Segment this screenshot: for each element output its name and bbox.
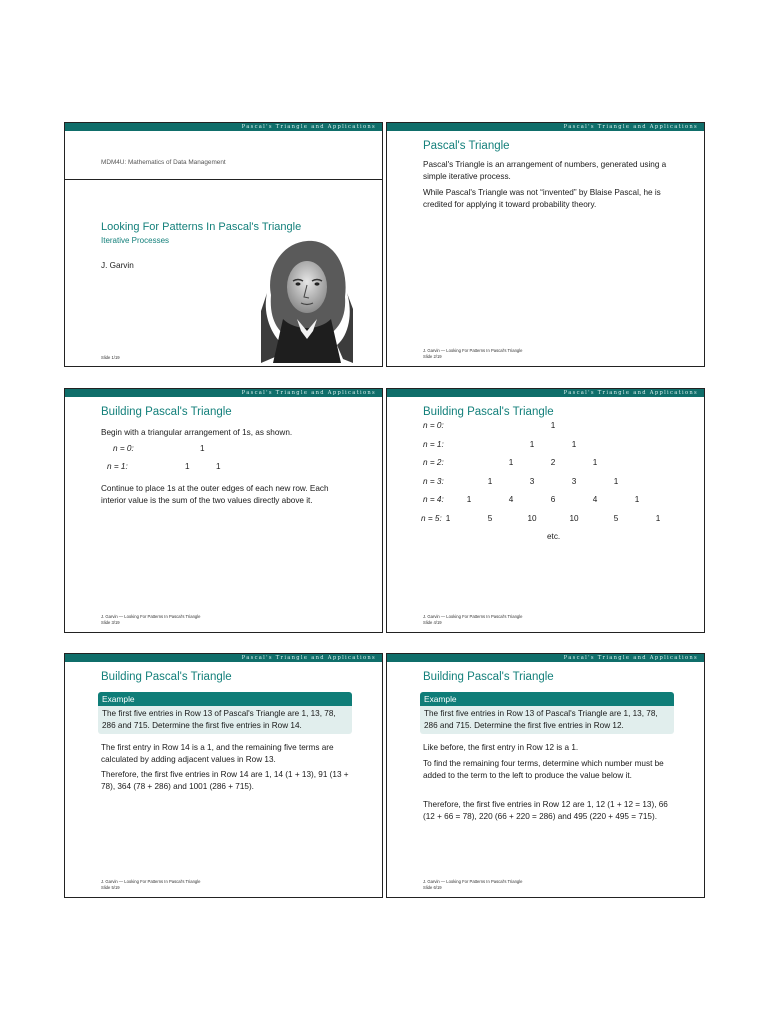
row-label: n = 2: [423,458,444,467]
triangle-value: 1 [550,421,556,430]
triangle-value: 1 [466,495,472,504]
slide-number: Slide 5/19 [101,885,120,890]
divider [65,179,382,180]
triangle-value: 1 [200,444,205,453]
slide-header-bar [387,654,704,662]
triangle-value: 3 [529,476,535,486]
triangle-value: 2 [550,458,556,467]
example-body: The first five entries in Row 13 of Pascal's Triangle are 1, 13, 78, 286 and 715. Determine the first five entries in Row 14. [98,706,352,734]
slide-title: Building Pascal's Triangle [101,406,232,418]
slide-2 [386,122,705,367]
triangle-value: 1 [613,476,619,486]
slide-4 [386,388,705,633]
row-label: n = 1: [423,439,444,449]
row-label: n = 3: [423,476,444,486]
triangle-value: 4 [592,495,598,504]
triangle-value: 1 [216,462,221,471]
triangle-value: 6 [550,495,556,504]
handout-sheet [64,122,706,904]
slide-header-bar [65,654,382,662]
author: J. Garvin [101,261,134,270]
slide-header-bar [65,389,382,397]
example-header: Example [98,692,352,706]
slide-number: Slide 1/19 [101,355,120,360]
slide-title: Building Pascal's Triangle [423,406,554,418]
slide-number: Slide 4/19 [423,620,442,625]
triangle-value: 4 [508,495,514,504]
footer-author: J. Garvin — Looking For Patterns In Pascal's Triangle [101,614,201,619]
triangle-value: 1 [487,476,493,486]
triangle-value: 1 [634,495,640,504]
course-name: MDM4U: Mathematics of Data Management [101,159,226,166]
header-text: Pascal's Triangle and Applications [563,655,698,661]
header-text: Pascal's Triangle and Applications [563,390,698,396]
paragraph: Begin with a triangular arrangement of 1s, as shown. [101,428,293,437]
example-header: Example [420,692,674,706]
slide-title: Building Pascal's Triangle [423,671,554,683]
triangle-value: 1 [592,458,598,467]
footer-author: J. Garvin — Looking For Patterns In Pascal's Triangle [423,614,523,619]
slide-header-bar [387,123,704,131]
paragraph: Therefore, the first five entries in Row 14 are 1, 14 (1 + 13), 91 (13 + 78), 364 (78 + 286) and 1001 (286 + 715). [101,770,349,791]
paragraph: Therefore, the first five entries in Row 12 are 1, 12 (1 + 12 = 13), 66 (12 + 66 = 78), 220 (66 + 220 = 286) and 495 (220 + 495 = 715). [423,800,668,821]
slide-6 [386,653,705,898]
triangle-value: 10 [569,513,579,523]
triangle-value: 5 [613,513,619,523]
footer-author: J. Garvin — Looking For Patterns In Pascal's Triangle [423,348,523,353]
etc-text: etc. [547,532,561,541]
paragraph: Pascal's Triangle is an arrangement of numbers, generated using a simple iterative process. [423,160,667,181]
row-label: n = 1: [107,462,128,471]
triangle-value: 10 [527,513,537,523]
triangle-value: 1 [571,439,577,449]
presentation-title: Looking For Patterns In Pascal's Triangle [101,221,302,233]
triangle-value: 1 [508,458,514,467]
header-text: Pascal's Triangle and Applications [241,655,376,661]
header-text: Pascal's Triangle and Applications [241,124,376,130]
pascal-portrait [261,235,353,365]
row-label: n = 4: [423,495,444,504]
paragraph: Continue to place 1s at the outer edges of each new row. Each interior value is the sum of the two values directly above it. [101,484,329,505]
paragraph: To find the remaining four terms, determine which number must be added to the term to the left to produce the value below it. [423,759,664,780]
slide-title: Building Pascal's Triangle [101,671,232,683]
paragraph: While Pascal's Triangle was not “invented” by Blaise Pascal, he is credited for applying it toward probability theory. [423,188,661,209]
presentation-subtitle: Iterative Processes [101,236,170,245]
triangle-value: 1 [185,462,190,471]
slide-number: Slide 3/19 [101,620,120,625]
footer-author: J. Garvin — Looking For Patterns In Pascal's Triangle [423,879,523,884]
example-body: The first five entries in Row 13 of Pascal's Triangle are 1, 13, 78, 286 and 715. Determine the first five entries in Row 12. [420,706,674,734]
triangle-value: 1 [529,439,535,449]
slide-5 [64,653,383,898]
slide-title: Pascal's Triangle [423,140,510,152]
pascal-triangle [387,389,706,634]
footer-author: J. Garvin — Looking For Patterns In Pascal's Triangle [101,879,201,884]
triangle-value: 1 [445,513,451,523]
header-text: Pascal's Triangle and Applications [563,124,698,130]
row-label: n = 5: [421,513,442,523]
row-label: n = 0: [423,421,444,430]
triangle-value: 1 [655,513,661,523]
slide-number: Slide 2/19 [423,354,442,359]
slide-3 [64,388,383,633]
header-text: Pascal's Triangle and Applications [241,390,376,396]
triangle-value: 5 [487,513,493,523]
slide-header-bar [65,123,382,131]
paragraph: Like before, the first entry in Row 12 is a 1. [423,743,579,752]
paragraph: The first entry in Row 14 is a 1, and the remaining five terms are calculated by adding adjacent values in Row 13. [101,743,334,764]
row-label: n = 0: [113,444,134,453]
slide-number: Slide 6/19 [423,885,442,890]
slide-1 [64,122,383,367]
triangle-value: 3 [571,476,577,486]
